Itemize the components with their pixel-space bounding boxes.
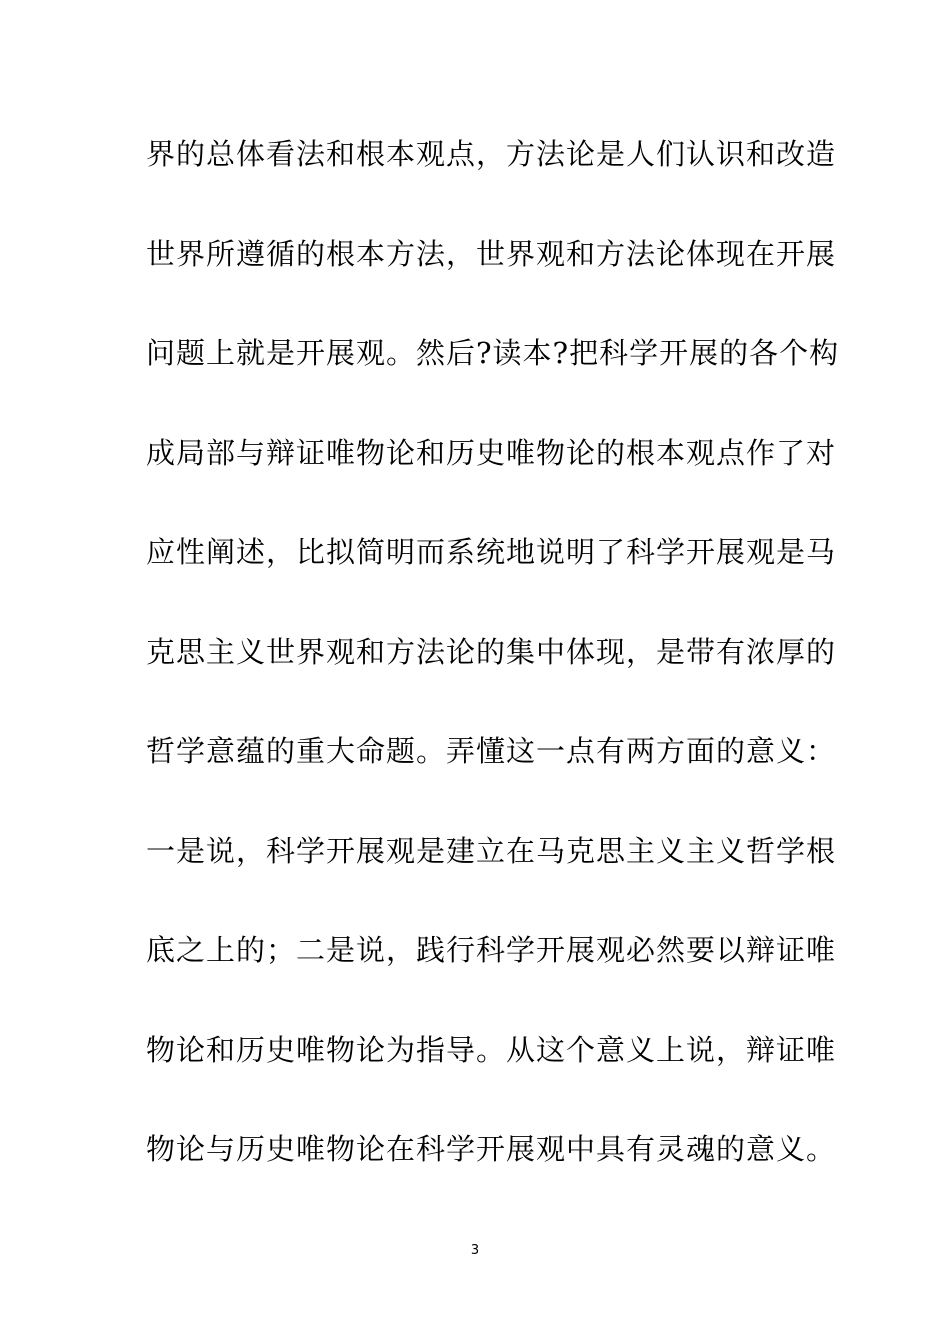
text-line: 物论和历史唯物论为指导。从这个意义上说，辩证唯 bbox=[146, 1032, 837, 1067]
text-line: 世界所遵循的根本方法，世界观和方法论体现在开展 bbox=[146, 236, 837, 271]
text-line: 哲学意蕴的重大命题。弄懂这一点有两方面的意义： bbox=[146, 734, 837, 768]
text-line: 成局部与辩证唯物论和历史唯物论的根本观点作了对 bbox=[146, 435, 837, 470]
page-number: 3 bbox=[470, 1243, 480, 1258]
text-line: 物论与历史唯物论在科学开展观中具有灵魂的意义。 bbox=[146, 1132, 837, 1166]
text-line: 界的总体看法和根本观点，方法论是人们认识和改造 bbox=[146, 137, 837, 171]
text-line: 底之上的；二是说，践行科学开展观必然要以辩证唯 bbox=[146, 933, 837, 967]
body-text bbox=[146, 129, 840, 1224]
text-line: 克思主义世界观和方法论的集中体现，是带有浓厚的 bbox=[146, 634, 837, 669]
text-line: 问题上就是开展观。然后?读本?把科学开展的各个构 bbox=[146, 336, 840, 370]
text-line: 一是说，科学开展观是建立在马克思主义主义哲学根 bbox=[146, 833, 837, 868]
text-line: 应性阐述，比拟简明而系统地说明了科学开展观是马 bbox=[146, 535, 837, 569]
